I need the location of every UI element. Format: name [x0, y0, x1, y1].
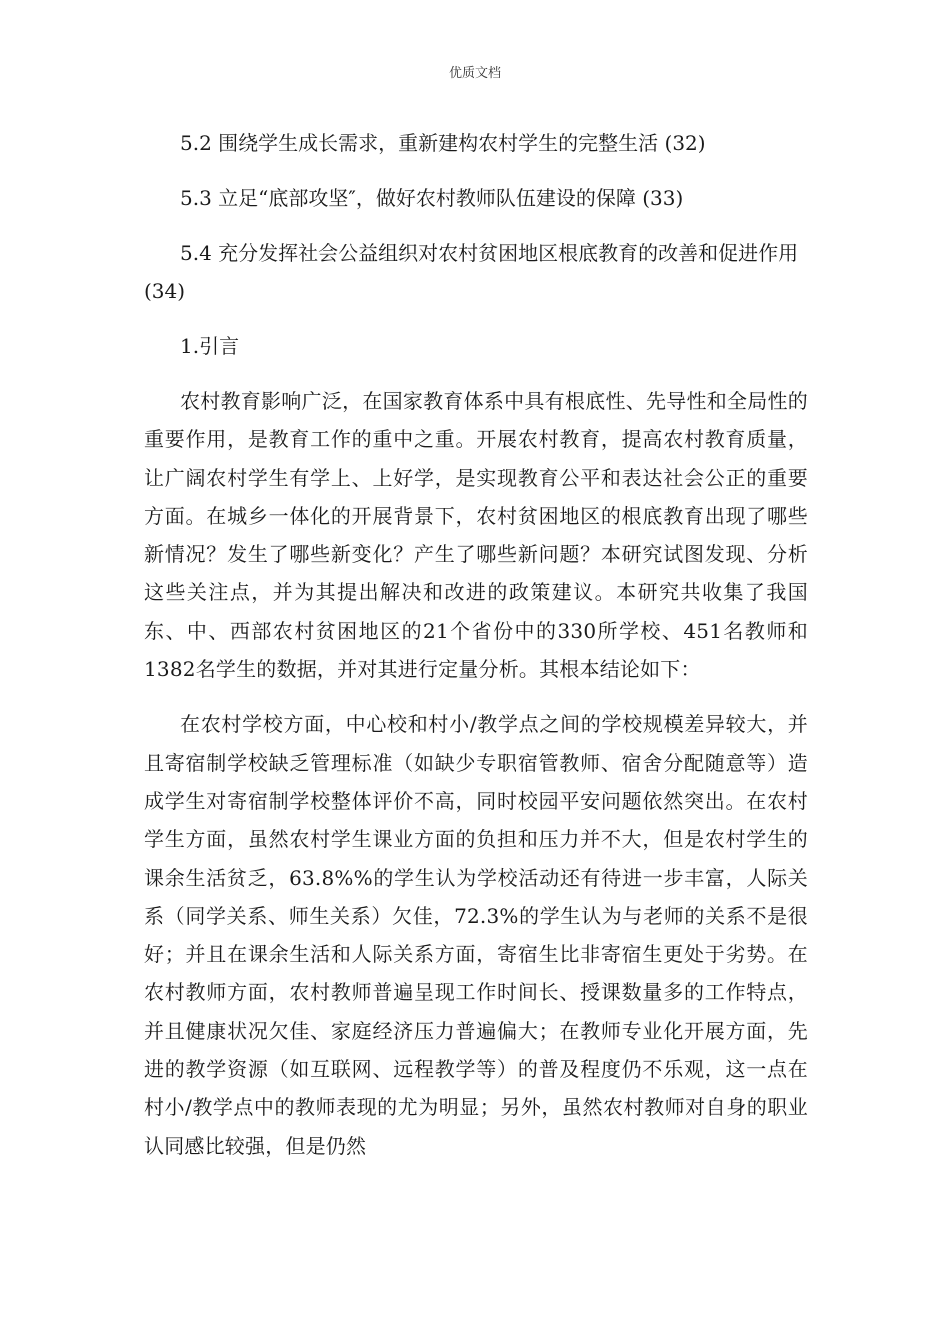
section-heading: 1.引言 — [180, 334, 240, 358]
toc-entry-5-2: 5.2 围绕学生成长需求，重新建构农村学生的完整生活 (32) — [180, 131, 706, 155]
page-header: 优质文档 — [448, 66, 501, 81]
toc-entry-5-4: 5.4 充分发挥社会公益组织对农村贫困地区根底教育的改善和促进作用 (34) — [144, 241, 799, 303]
toc-entry-5-3: 5.3 立足“底部攻坚″，做好农村教师队伍建设的保障 (33) — [180, 186, 684, 210]
body-paragraph: 在农村学校方面，中心校和村小/教学点之间的学校规模差异较大，并且寄宿制学校缺乏管理标准（如缺少专职宿管教师、宿舍分配随意等）造成学生对寄宿制学校整体评价不高，同时校园平安问题依然突出。在农村学生方面，虽然农村学生课业方面的负担和压力并不大，但是农村学生的课余生活贫乏，63.8%%的学生认为学校活动还有待进一步丰富，人际关系（同学关系、师生关系）欠佳，72.3%的学生认为与老师的关系不是很好；并且在课余生活和人际关系方面，寄宿生比非寄宿生更处于劣势。在农村教师方面，农村教师普遍呈现工作时间长、授课数量多的工作特点，并且健康状况欠佳、家庭经济压力普遍偏大；在教师专业化开展方面，先进的教学资源（如互联网、远程教学等）的普及程度仍不乐观，这一点在村小/教学点中的教师表现的尤为明显；另外，虽然农村教师对自身的职业认同感比较强，但是仍然 — [144, 712, 808, 1158]
body-paragraph: 农村教育影响广泛，在国家教育体系中具有根底性、先导性和全局性的重要作用，是教育工作的重中之重。开展农村教育，提高农村教育质量，让广阔农村学生有学上、上好学，是实现教育公平和表达社会公正的重要方面。在城乡一体化的开展背景下，农村贫困地区的根底教育出现了哪些新情况？发生了哪些新变化？产生了哪些新问题？本研究试图发现、分析这些关注点，并为其提出解决和改进的政策建议。本研究共收集了我国东、中、西部农村贫困地区的21个省份中的330所学校、451名教师和1382名学生的数据，并对其进行定量分析。其根本结论如下： — [144, 389, 808, 682]
document-body — [144, 110, 808, 1165]
